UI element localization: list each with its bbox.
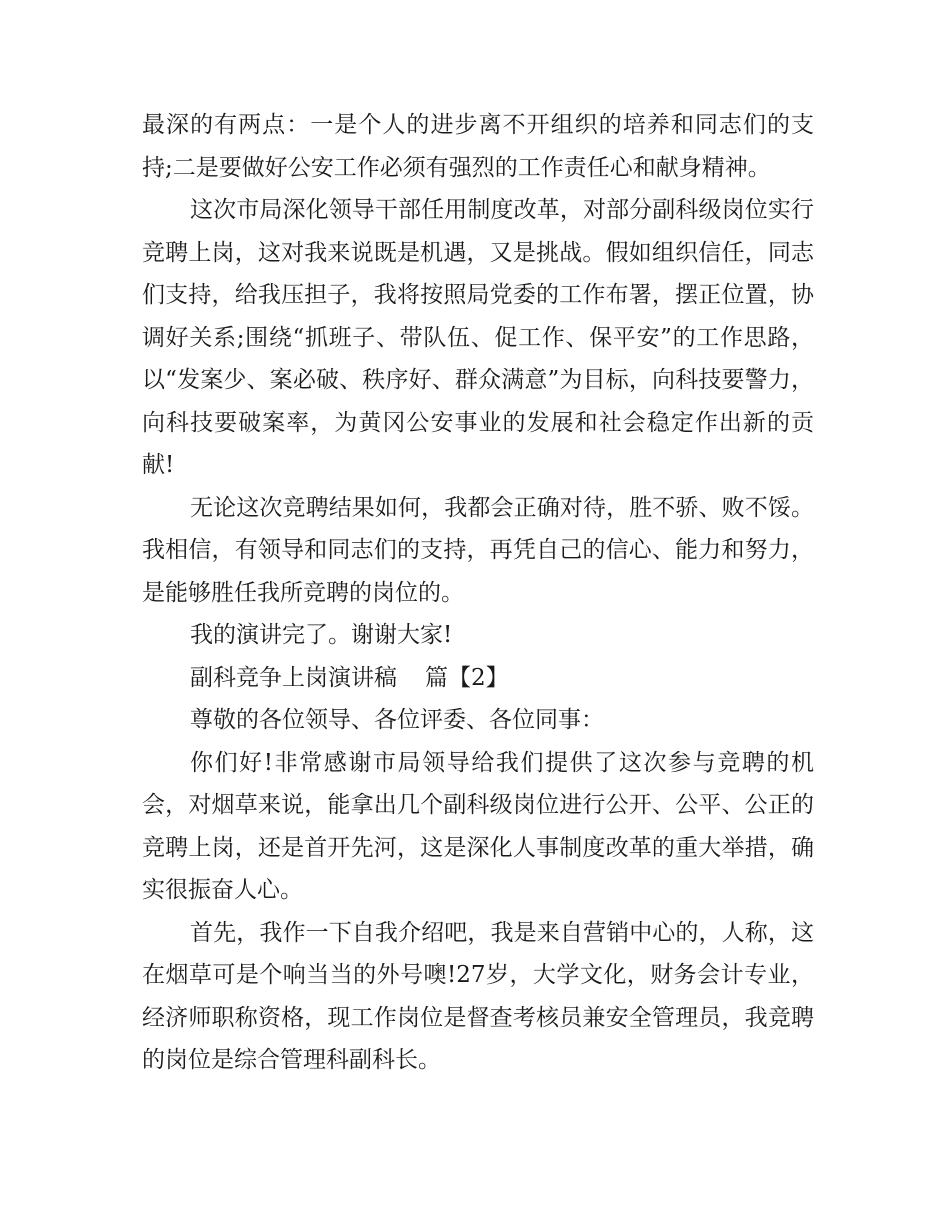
- paragraph-salutation: 尊敬的各位领导、各位评委、各位同事：: [190, 707, 604, 733]
- section-heading: [142, 657, 814, 700]
- paragraph-reform: 这次市局深化领导干部任用制度改革，对部分副科级岗位实行竞聘上岗，这对我来说既是机遇，又是挑战。假如组织信任，同志们支持，给我压担子，我将按照局党委的工作布署，摆正位置，协调好关系;围绕“抓班子、带队伍、促工作、保平安”的工作思路，以“发案少、案必破、秩序好、群众满意”为目标，向科技要警力，向科技要破案率，为黄冈公安事业的发展和社会稳定作出新的贡献!: [142, 197, 814, 478]
- paragraph-continued: 最深的有两点：一是个人的进步离不开组织的培养和同志们的支持;二是要做好公安工作必须有强烈的工作责任心和献身精神。: [142, 112, 814, 181]
- section-label: 篇【2】: [425, 664, 509, 691]
- section-title: 副科竞争上岗演讲稿: [190, 664, 397, 691]
- paragraph-attitude: 无论这次竞聘结果如何，我都会正确对待，胜不骄、败不馁。我相信，有领导和同志们的支持，再凭自己的信心、能力和努力，是能够胜任我所竞聘的岗位的。: [142, 494, 814, 606]
- paragraph-introduction: 首先，我作一下自我介绍吧，我是来自营销中心的，人称，这在烟草可是个响当当的外号噢!27岁，大学文化，财务会计专业，经济师职称资格，现工作岗位是督查考核员兼安全管理员，我竞聘的岗位是综合管理科副科长。: [142, 919, 814, 1073]
- paragraph-closing: 我的演讲完了。谢谢大家!: [190, 622, 453, 648]
- document-page: [142, 104, 814, 1082]
- paragraph-greeting: 你们好!非常感谢市局领导给我们提供了这次参与竞聘的机会，对烟草来说，能拿出几个副科级岗位进行公开、公平、公正的竞聘上岗，还是首开先河，这是深化人事制度改革的重大举措，确实很振奋人心。: [142, 749, 814, 903]
